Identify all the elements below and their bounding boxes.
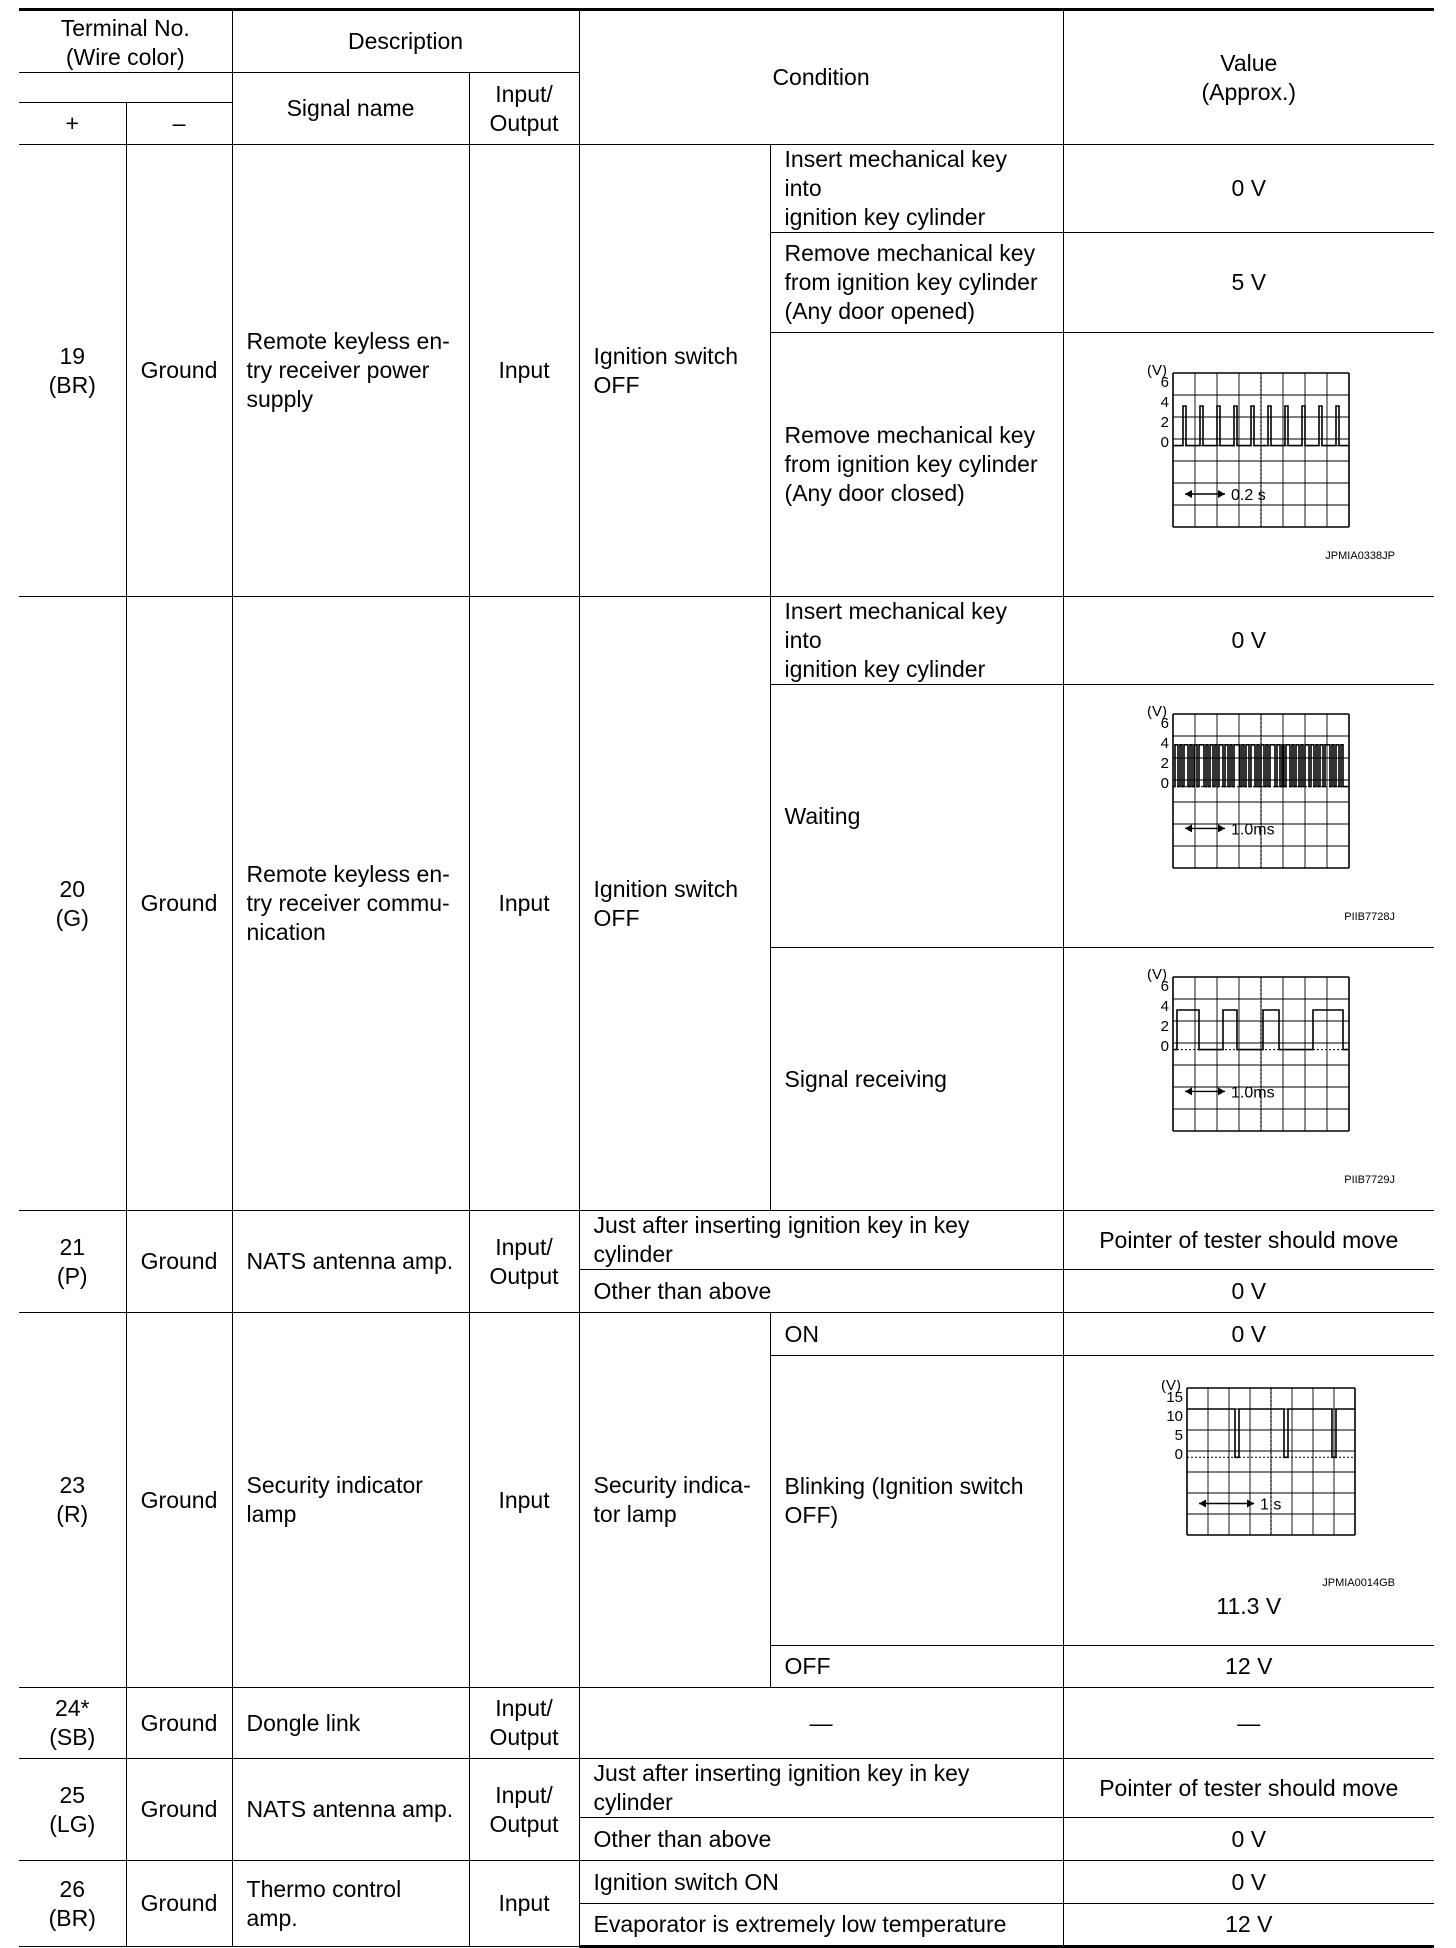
y-tick-label: 0 (1160, 433, 1169, 451)
t21-sub1-condition: Just after inserting ignition key in key cylinder (579, 1211, 1063, 1270)
t20-terminal: 20 (G) (19, 597, 126, 1211)
signal-trace (1173, 745, 1349, 787)
t23-sub2-condition: Blinking (Ignition switch OFF) (770, 1356, 1063, 1646)
t23-io: Input (469, 1313, 579, 1688)
t26-sub2-value: 12 V (1063, 1904, 1434, 1947)
time-scale-label: 1.0ms (1230, 821, 1275, 839)
t19-sub1-value: 0 V (1063, 145, 1434, 233)
y-tick-label: 2 (1160, 755, 1169, 772)
header-value: Value (Approx.) (1063, 10, 1434, 145)
figure-code: JPMIA0014GB (1322, 1577, 1395, 1589)
t26-sub2-condition: Evaporator is extremely low temperature (579, 1904, 1063, 1947)
header-terminal-no-cont (19, 73, 232, 103)
t24-terminal: 24* (SB) (19, 1688, 126, 1759)
header-description: Description (232, 10, 579, 73)
t24-signal: Dongle link (232, 1688, 469, 1759)
y-unit-label: (V) (1146, 706, 1167, 720)
y-unit-label: (V) (1160, 1380, 1181, 1394)
terminal-spec-sheet (19, 8, 1434, 1948)
t23-sub1-condition: ON (770, 1313, 1063, 1356)
t23-waveform-cell (1063, 1356, 1434, 1646)
t20-receiving-waveform-cell (1063, 948, 1434, 1211)
y-tick-label: 0 (1160, 1038, 1169, 1055)
header-plus: + (19, 103, 126, 145)
t19-condition: Ignition switch OFF (579, 145, 770, 597)
header-signal-name: Signal name (232, 73, 469, 145)
time-scale-label: 0.2 s (1230, 486, 1266, 504)
t24-value: — (1063, 1688, 1434, 1759)
t24-io: Input/ Output (469, 1688, 579, 1759)
figure-code: PIIB7729J (1344, 1174, 1395, 1186)
t20-ground: Ground (126, 597, 232, 1211)
time-scale-label: 1.0ms (1230, 1084, 1275, 1102)
figure-code: JPMIA0338JP (1325, 549, 1395, 562)
t23-ground: Ground (126, 1313, 232, 1688)
figure-code: PIIB7728J (1344, 911, 1395, 923)
t19-sub3-condition: Remove mechanical key from ignition key cylinder (Any door closed) (770, 333, 1063, 597)
t23-sub3-value: 12 V (1063, 1646, 1434, 1688)
y-tick-label: 6 (1160, 715, 1169, 732)
y-tick-label: 2 (1160, 1018, 1169, 1035)
t26-terminal: 26 (BR) (19, 1861, 126, 1947)
time-scale-label: 1 s (1259, 1496, 1282, 1514)
t21-terminal: 21 (P) (19, 1211, 126, 1313)
t26-sub1-value: 0 V (1063, 1861, 1434, 1904)
t21-signal: NATS antenna amp. (232, 1211, 469, 1313)
t20-io: Input (469, 597, 579, 1211)
t19-waveform (1099, 365, 1399, 565)
t25-signal: NATS antenna amp. (232, 1759, 469, 1861)
t23-sub2-value: 11.3 V (1216, 1593, 1282, 1619)
y-tick-label: 0 (1160, 775, 1169, 792)
t23-sub3-condition: OFF (770, 1646, 1063, 1688)
t25-sub2-value: 0 V (1063, 1818, 1434, 1861)
t25-sub2-condition: Other than above (579, 1818, 1063, 1861)
t21-sub1-value: Pointer of tester should move (1063, 1211, 1434, 1270)
y-tick-label: 15 (1166, 1389, 1183, 1406)
t19-sub2-condition: Remove mechanical key from ignition key cylinder (Any door opened) (770, 233, 1063, 333)
t21-sub2-value: 0 V (1063, 1270, 1434, 1313)
t20-receiving-waveform (1099, 969, 1399, 1189)
t19-terminal: 19 (BR) (19, 145, 126, 597)
y-tick-label: 4 (1160, 735, 1169, 752)
t23-signal: Security indicator lamp (232, 1313, 469, 1688)
t21-ground: Ground (126, 1211, 232, 1313)
header-condition: Condition (579, 10, 1063, 145)
y-tick-label: 6 (1160, 978, 1169, 995)
header-io: Input/ Output (469, 73, 579, 145)
t25-sub1-value: Pointer of tester should move (1063, 1759, 1434, 1818)
t20-sub1-value: 0 V (1063, 597, 1434, 685)
t20-sub3-condition: Signal receiving (770, 948, 1063, 1211)
y-tick-label: 2 (1160, 413, 1169, 431)
t23-terminal: 23 (R) (19, 1313, 126, 1688)
t20-signal: Remote keyless en- try receiver commu- nication (232, 597, 469, 1211)
y-tick-label: 0 (1174, 1446, 1183, 1463)
y-tick-label: 4 (1160, 393, 1169, 411)
t25-ground: Ground (126, 1759, 232, 1861)
t25-io: Input/ Output (469, 1759, 579, 1861)
y-unit-label: (V) (1146, 969, 1167, 983)
t20-sub1-condition: Insert mechanical key into ignition key cylinder (770, 597, 1063, 685)
t26-sub1-condition: Ignition switch ON (579, 1861, 1063, 1904)
y-tick-label: 6 (1160, 373, 1169, 391)
t26-ground: Ground (126, 1861, 232, 1947)
t24-condition: — (579, 1688, 1063, 1759)
t21-sub2-condition: Other than above (579, 1270, 1063, 1313)
t20-waiting-waveform-cell (1063, 685, 1434, 948)
t19-waveform-cell (1063, 333, 1434, 597)
t19-signal: Remote keyless en- try receiver power supply (232, 145, 469, 597)
t26-signal: Thermo control amp. (232, 1861, 469, 1947)
t19-sub1-condition: Insert mechanical key into ignition key cylinder (770, 145, 1063, 233)
y-unit-label: (V) (1146, 364, 1167, 379)
y-tick-label: 5 (1174, 1427, 1183, 1444)
t25-sub1-condition: Just after inserting ignition key in key cylinder (579, 1759, 1063, 1818)
t24-ground: Ground (126, 1688, 232, 1759)
t20-sub2-condition: Waiting (770, 685, 1063, 948)
y-tick-label: 10 (1166, 1408, 1183, 1425)
t19-io: Input (469, 145, 579, 597)
header-terminal-no: Terminal No. (Wire color) (19, 10, 232, 73)
t19-ground: Ground (126, 145, 232, 597)
t23-sub1-value: 0 V (1063, 1313, 1434, 1356)
t25-terminal: 25 (LG) (19, 1759, 126, 1861)
terminal-table (19, 8, 1434, 1948)
t21-io: Input/ Output (469, 1211, 579, 1313)
header-minus: – (126, 103, 232, 145)
y-tick-label: 4 (1160, 998, 1169, 1015)
t20-condition: Ignition switch OFF (579, 597, 770, 1211)
t19-sub2-value: 5 V (1063, 233, 1434, 333)
t23-waveform (1099, 1380, 1399, 1590)
t26-io: Input (469, 1861, 579, 1947)
t20-waiting-waveform (1099, 706, 1399, 926)
t23-condition: Security indica- tor lamp (579, 1313, 770, 1688)
